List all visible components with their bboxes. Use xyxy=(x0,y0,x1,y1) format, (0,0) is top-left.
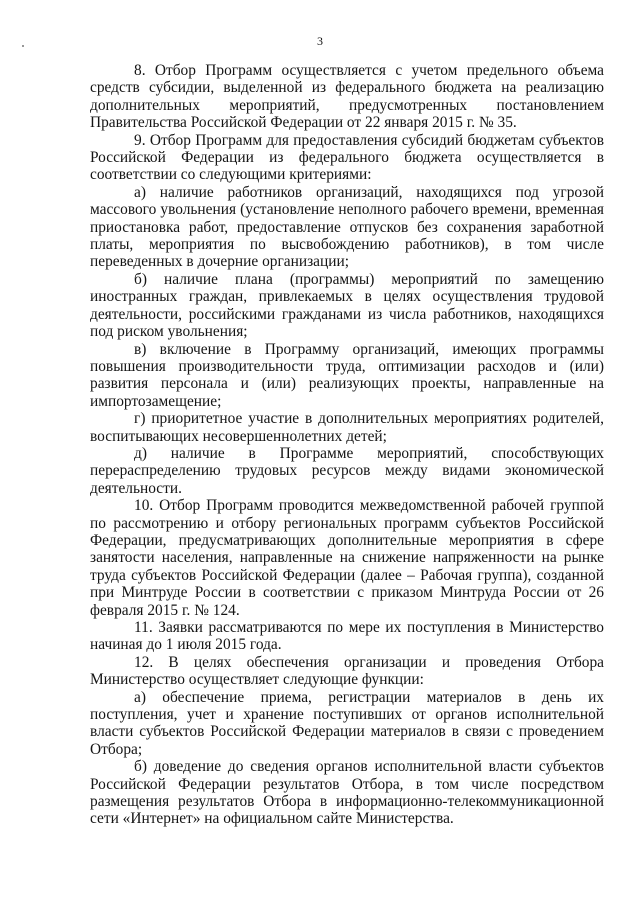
paragraph-11: 11. Заявки рассматриваются по мере их поступления в Министерство начиная до 1 июля 2015 года. xyxy=(90,619,604,654)
criterion-a: а) наличие работников организаций, находящихся под угрозой массового увольнения (установление неполного рабочего времени, временная приостановка работ, предоставление отпусков без сохранения заработной платы, мероприятия по высвобождению работников), в том числе переведенных в дочерние организации; xyxy=(90,183,604,271)
paragraph-9: 9. Отбор Программ для предоставления субсидий бюджетам субъектов Российской Федерации из федерального бюджета осуществляется в соответствии со следующими критериями: xyxy=(90,131,604,184)
page-number: 3 xyxy=(317,34,323,48)
document-body xyxy=(90,62,604,828)
criterion-b: б) наличие плана (программы) мероприятий по замещению иностранных граждан, привлекаемых в целях осуществления трудовой деятельности, российскими гражданами из числа работников, находящихся под риском увольнения; xyxy=(90,270,604,341)
criterion-e: д) наличие в Программе мероприятий, способствующих перераспределению трудовых ресурсов между видами экономической деятельности. xyxy=(90,444,604,497)
criterion-d: г) приоритетное участие в дополнительных мероприятиях родителей, воспитывающих несовершеннолетних детей; xyxy=(90,410,604,445)
function-b: б) доведение до сведения органов исполнительной власти субъектов Российской Федерации результатов Отбора, в том числе посредством размещения результатов Отбора в информационно-телекоммуникационной сети «Интернет» на официальном сайте Министерства. xyxy=(90,758,604,828)
criterion-c: в) включение в Программу организаций, имеющих программы повышения производительности труда, оптимизации расходов и (или) развития персонала и (или) реализующих проекты, направленные на импортозамещение; xyxy=(90,340,604,410)
paragraph-8: 8. Отбор Программ осуществляется с учетом предельного объема средств субсидии, выделенной из федерального бюджета на реализацию дополнительных мероприятий, предусмотренных постановлением Правительства Российской Федерации от 22 января 2015 г. № 35. xyxy=(90,62,604,132)
function-a: а) обеспечение приема, регистрации материалов в день их поступления, учет и хранение поступивших от органов исполнительной власти субъектов Российской Федерации материалов в связи с проведением Отбора; xyxy=(90,688,604,758)
paragraph-12: 12. В целях обеспечения организации и проведения Отбора Министерство осуществляет следующие функции: xyxy=(90,653,604,689)
paragraph-10: 10. Отбор Программ проводится межведомственной рабочей группой по рассмотрению и отбору региональных программ субъектов Российской Федерации, предусматривающих дополнительные мероприятия в сфере занятости населения, направленные на снижение напряженности на рынке труда субъектов Российской Федерации (далее – Рабочая группа), созданной при Минтруде России в соответствии с приказом Минтруда России от 26 февраля 2015 г. № 124. xyxy=(90,497,604,619)
